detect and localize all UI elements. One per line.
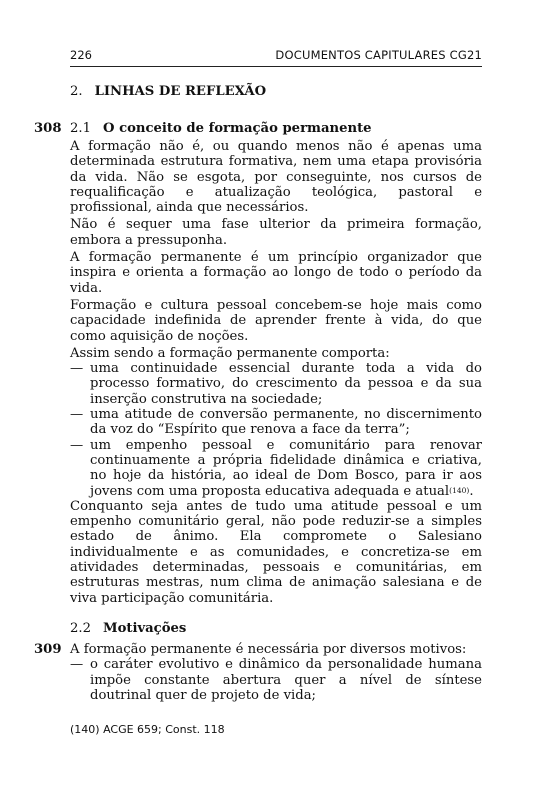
footnote: (140) ACGE 659; Const. 118 xyxy=(70,723,225,736)
subsection-title: Motivações xyxy=(102,621,187,636)
subsection-heading-2-2 xyxy=(70,621,186,636)
margin-number-308: 308 xyxy=(34,121,62,136)
subsection-heading-2-1 xyxy=(70,121,372,136)
subsection-number: 2.2 xyxy=(70,621,91,636)
subsection-1-body xyxy=(70,139,482,606)
paragraph: A formação permanente é um princípio organizador que inspira e orienta a formação ao longo de todo o período da vida. xyxy=(70,250,482,296)
list-item: — uma atitude de conversão permanente, no discernimento da voz do “Espírito que renova a face da terra”; xyxy=(70,407,482,438)
list-item: — uma continuidade essencial durante toda a vida do processo formativo, do crescimento da pessoa e da sua inserção construtiva na sociedade; xyxy=(70,361,482,407)
list-item-text: um empenho pessoal e comunitário para renovar continuamente a própria fidelidade dinâmica e criativa, no hoje da história, ao ideal de Dom Bosco, para ir aos jovens com uma proposta educativa adequada e atual xyxy=(90,437,482,499)
subsection-2-body xyxy=(70,642,482,703)
paragraph: Não é sequer uma fase ulterior da primeira formação, embora a pressuponha. xyxy=(70,217,482,248)
list-item-text: uma atitude de conversão permanente, no discernimento da voz do “Espírito que renova a face da terra”; xyxy=(90,407,482,438)
paragraph: A formação permanente é necessária por diversos motivos: xyxy=(70,642,467,657)
section-heading xyxy=(70,84,266,99)
list-item-text: o caráter evolutivo e dinâmico da personalidade humana impõe constante abertura quer a nível de síntese doutrinal quer de projeto de vida; xyxy=(90,657,482,703)
section-title: LINHAS DE REFLEXÃO xyxy=(94,84,267,99)
margin-number-309: 309 xyxy=(34,642,62,657)
list-item: — um empenho pessoal e comunitário para renovar continuamente a própria fidelidade dinâmica e criativa, no hoje da história, ao ideal de Dom Bosco, para ir aos jovens com uma proposta educativa adequada e atual$^{(140)}$. xyxy=(70,437,482,499)
subsection-number: 2.1 xyxy=(70,121,91,136)
running-title: DOCUMENTOS CAPITULARES CG21 xyxy=(275,48,482,62)
paragraph: Formação e cultura pessoal concebem-se hoje mais como capacidade indefinida de aprender frente à vida, do que como aquisição de noções. xyxy=(70,297,482,344)
subsection-title: O conceito de formação permanente xyxy=(102,121,372,136)
list-item: — o caráter evolutivo e dinâmico da personalidade humana impõe constante abertura quer a nível de síntese doutrinal quer de projeto de vida; xyxy=(70,657,482,703)
paragraph: Conquanto seja antes de tudo uma atitude pessoal e um empenho comunitário geral, não pode reduzir-se a simples estado de ânimo. Ela compromete o Salesiano individualmente e as comunidades, e concretiza-se em atividades determinadas, pessoais e comunitárias, em estruturas mestras, num clima de animação salesiana e de viva participação comunitária. xyxy=(70,498,482,606)
footnote-ref: (140) xyxy=(449,485,470,495)
list-item-text: uma continuidade essencial durante toda a vida do processo formativo, do crescimento da pessoa e da sua inserção construtiva na sociedade; xyxy=(90,361,482,407)
paragraph: Assim sendo a formação permanente comporta: xyxy=(70,345,390,361)
page-number: 226 xyxy=(70,48,92,62)
section-number: 2. xyxy=(70,84,83,99)
running-header xyxy=(70,46,482,67)
paragraph: A formação não é, ou quando menos não é apenas uma determinada estrutura formativa, nem uma etapa provisória da vida. Não se esgota, por conseguinte, nos cursos de requalificação e atualização teológica, pastoral e profissional, ainda que necessários. xyxy=(70,139,482,216)
